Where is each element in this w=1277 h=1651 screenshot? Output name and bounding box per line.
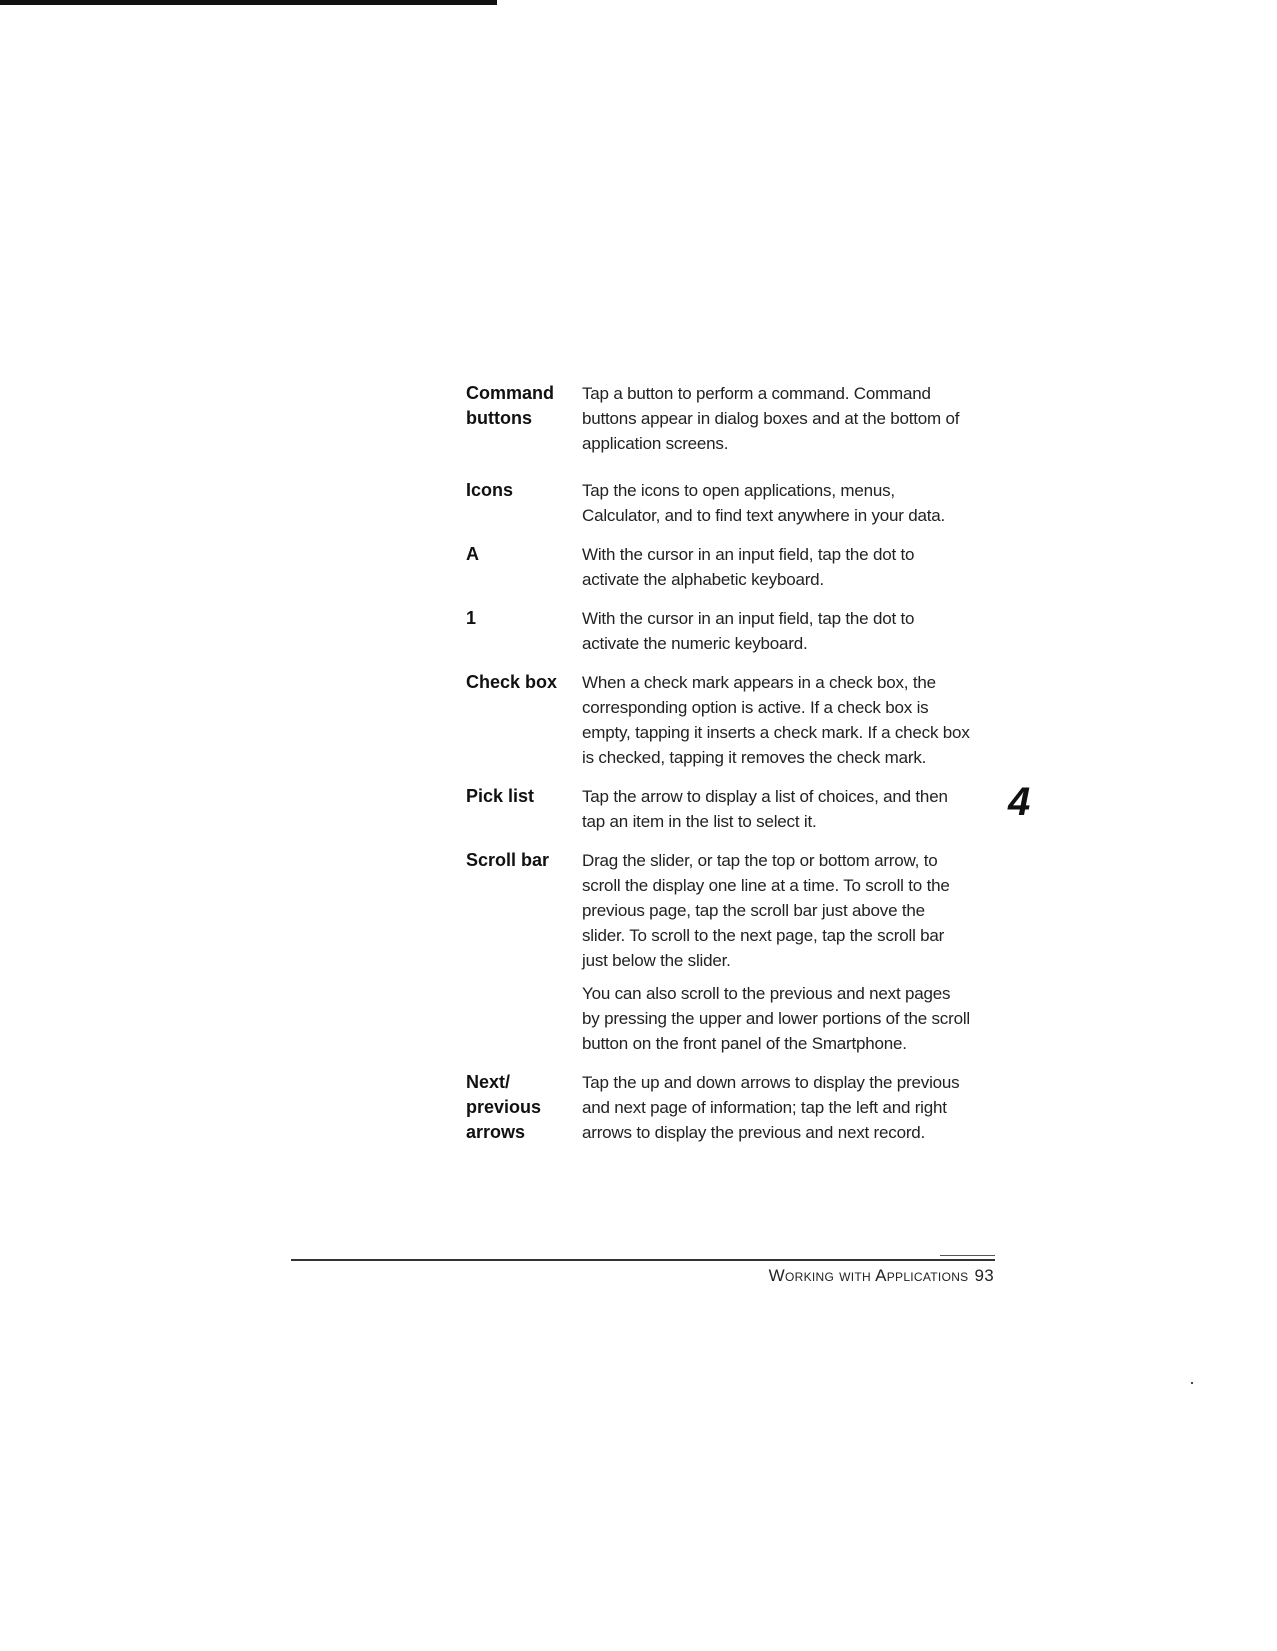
- entry-term: Icons: [466, 480, 514, 500]
- entry-description: Drag the slider, or tap the top or bottom arrow, to scroll the display one line at a time. To scroll to the previous page, tap the scroll bar just above the slider. To scroll to the next page, tap the scroll bar just below the slider. You can also scroll to the previous and next pages by pressing the upper and lower portions of the scroll button on the front panel of the Smartphone.: [582, 851, 970, 1053]
- entry-pick-list: [466, 784, 986, 834]
- entry-description: Tap the up and down arrows to display the previous and next page of information; tap the left and right arrows to display the previous and next record.: [582, 1073, 960, 1142]
- entry-description: Tap the arrow to display a list of choices, and then tap an item in the list to select it.: [582, 787, 948, 831]
- page-footer: [769, 1266, 994, 1286]
- footer-section-title: Working with Applications: [768, 1266, 969, 1285]
- entry-term: Scroll bar: [466, 850, 550, 870]
- scan-speck: [1191, 1382, 1193, 1384]
- entry-scroll-bar: [466, 848, 986, 1056]
- entry-term: Check box: [466, 672, 558, 692]
- entry-check-box: [466, 670, 986, 770]
- entry-command-buttons: [466, 381, 986, 456]
- definition-list: [466, 381, 986, 1145]
- entry-description: Tap a button to perform a command. Command buttons appear in dialog boxes and at the bottom of application screens.: [582, 384, 960, 453]
- entry-term: Pick list: [466, 786, 535, 806]
- top-rule: [0, 0, 497, 5]
- chapter-number: 4: [1008, 780, 1031, 824]
- entry-a: [466, 542, 986, 592]
- page-number: 93: [974, 1266, 994, 1285]
- entry-term: 1: [466, 608, 477, 628]
- entry-term: Next/ previous arrows: [466, 1072, 542, 1142]
- footer-rule: [291, 1259, 995, 1261]
- entry-description: Tap the icons to open applications, menus, Calculator, and to find text anywhere in your data.: [582, 481, 946, 525]
- entry-description: When a check mark appears in a check box, the corresponding option is active. If a check box is empty, tapping it inserts a check mark. If a check box is checked, tapping it removes the check mark.: [582, 673, 970, 767]
- footer-rule-accent: [940, 1255, 995, 1256]
- entry-description: With the cursor in an input field, tap the dot to activate the alphabetic keyboard.: [582, 545, 915, 589]
- entry-1: [466, 606, 986, 656]
- entry-next-previous-arrows: [466, 1070, 986, 1145]
- entry-icons: [466, 478, 986, 528]
- entry-description: With the cursor in an input field, tap the dot to activate the numeric keyboard.: [582, 609, 915, 653]
- entry-term: Command buttons: [466, 383, 555, 428]
- entry-term: A: [466, 544, 479, 564]
